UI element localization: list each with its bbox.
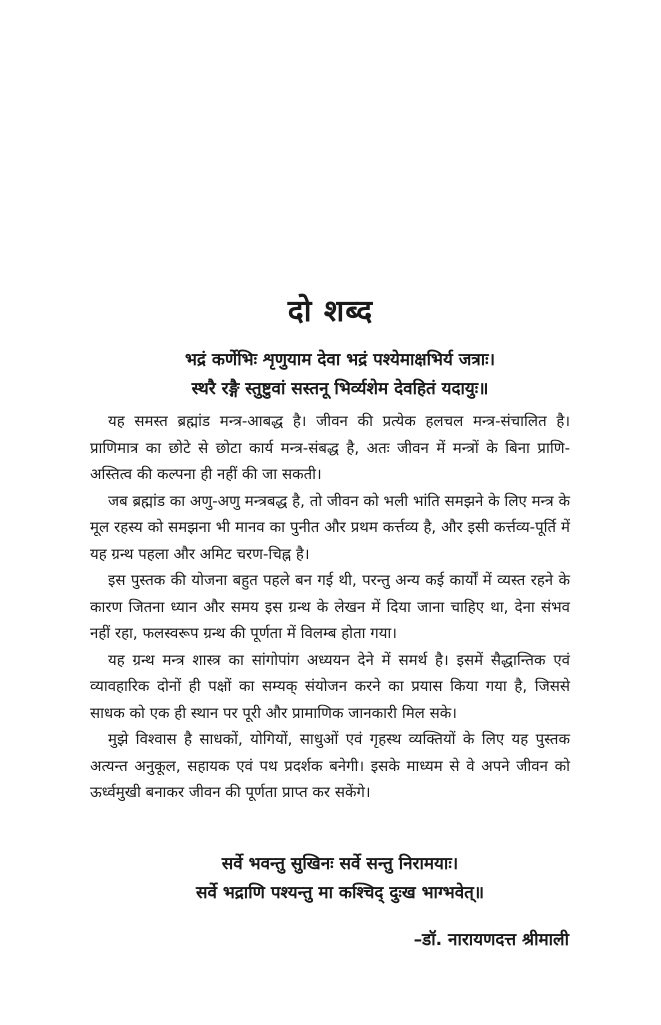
page-title: दो शब्द — [287, 294, 374, 329]
closing-verse — [60, 850, 620, 908]
paragraph: मुझे विश्वास है साधकों, योगियों, साधुओं एवं गृहस्थ व्यक्तियों के लिए यह पुस्तक अत्यन्त अनुकूल, सहायक एवं पथ प्रदर्शक बनेगी। इसके माध्यम से वे अपने जीवन को ऊर्ध्वमुखी बनाकर जीवन की पूर्णता प्राप्त कर सकेंगे। — [90, 730, 570, 801]
opening-verse-line: भद्रं कर्णेभिः शृणुयाम देवा भद्रं पश्येमाक्षभिर्य जत्राः। — [184, 350, 496, 370]
opening-verse-line: स्थरै रङ्गै स्तुष्टुवां सस्तनू भिर्व्यशेम देवहितं यदायुः॥ — [191, 379, 489, 399]
paragraph: जब ब्रह्मांड का अणु-अणु मन्त्रबद्ध है, तो जीवन को भली भांति समझने के लिए मन्त्र के मूल रहस्य को समझना भी मानव का पुनीत और प्रथम कर्त्तव्य है, और इसी कर्त्तव्य-पूर्ति में यह ग्रन्थ पहला और अमिट चरण-चिह्न है। — [90, 491, 570, 563]
paragraph: यह ग्रन्थ मन्त्र शास्त्र का सांगोपांग अध्ययन देने में समर्थ है। इसमें सैद्धान्तिक एवं व्यावहारिक दोनों ही पक्षों का सम्यक् संयोजन करने का प्रयास किया गया है, जिससे साधक को एक ही स्थान पर पूरी और प्रामाणिक जानकारी मिल सके। — [90, 650, 570, 722]
opening-verse — [60, 346, 620, 404]
paragraph: यह समस्त ब्रह्मांड मन्त्र-आबद्ध है। जीवन की प्रत्येक हलचल मन्त्र-संचालित है। प्राणिमात्र का छोटे से छोटा कार्य मन्त्र-संबद्ध है, अतः जीवन में मन्त्रों के बिना प्राणि-अस्तित्व की कल्पना ही नहीं की जा सकती। — [90, 412, 570, 483]
closing-verse-line: सर्वे भद्राणि पश्यन्तु मा कश्चिद् दुःख भाग्भवेत्॥ — [195, 883, 485, 903]
author-signature: –डॉ. नारायणदत्त श्रीमाली — [413, 930, 569, 950]
closing-verse-line: सर्वे भवन्तु सुखिनः सर्वे सन्तु निरामयाः। — [221, 854, 459, 874]
preface-body — [90, 408, 570, 806]
paragraph: इस पुस्तक की योजना बहुत पहले बन गई थी, परन्तु अन्य कई कार्यों में व्यस्त रहने के कारण जितना ध्यान और समय इस ग्रन्थ के लेखन में दिया जाना चाहिए था, देना संभव नहीं रहा, फलस्वरूप ग्रन्थ की पूर्णता में विलम्ब होता गया। — [90, 571, 570, 642]
